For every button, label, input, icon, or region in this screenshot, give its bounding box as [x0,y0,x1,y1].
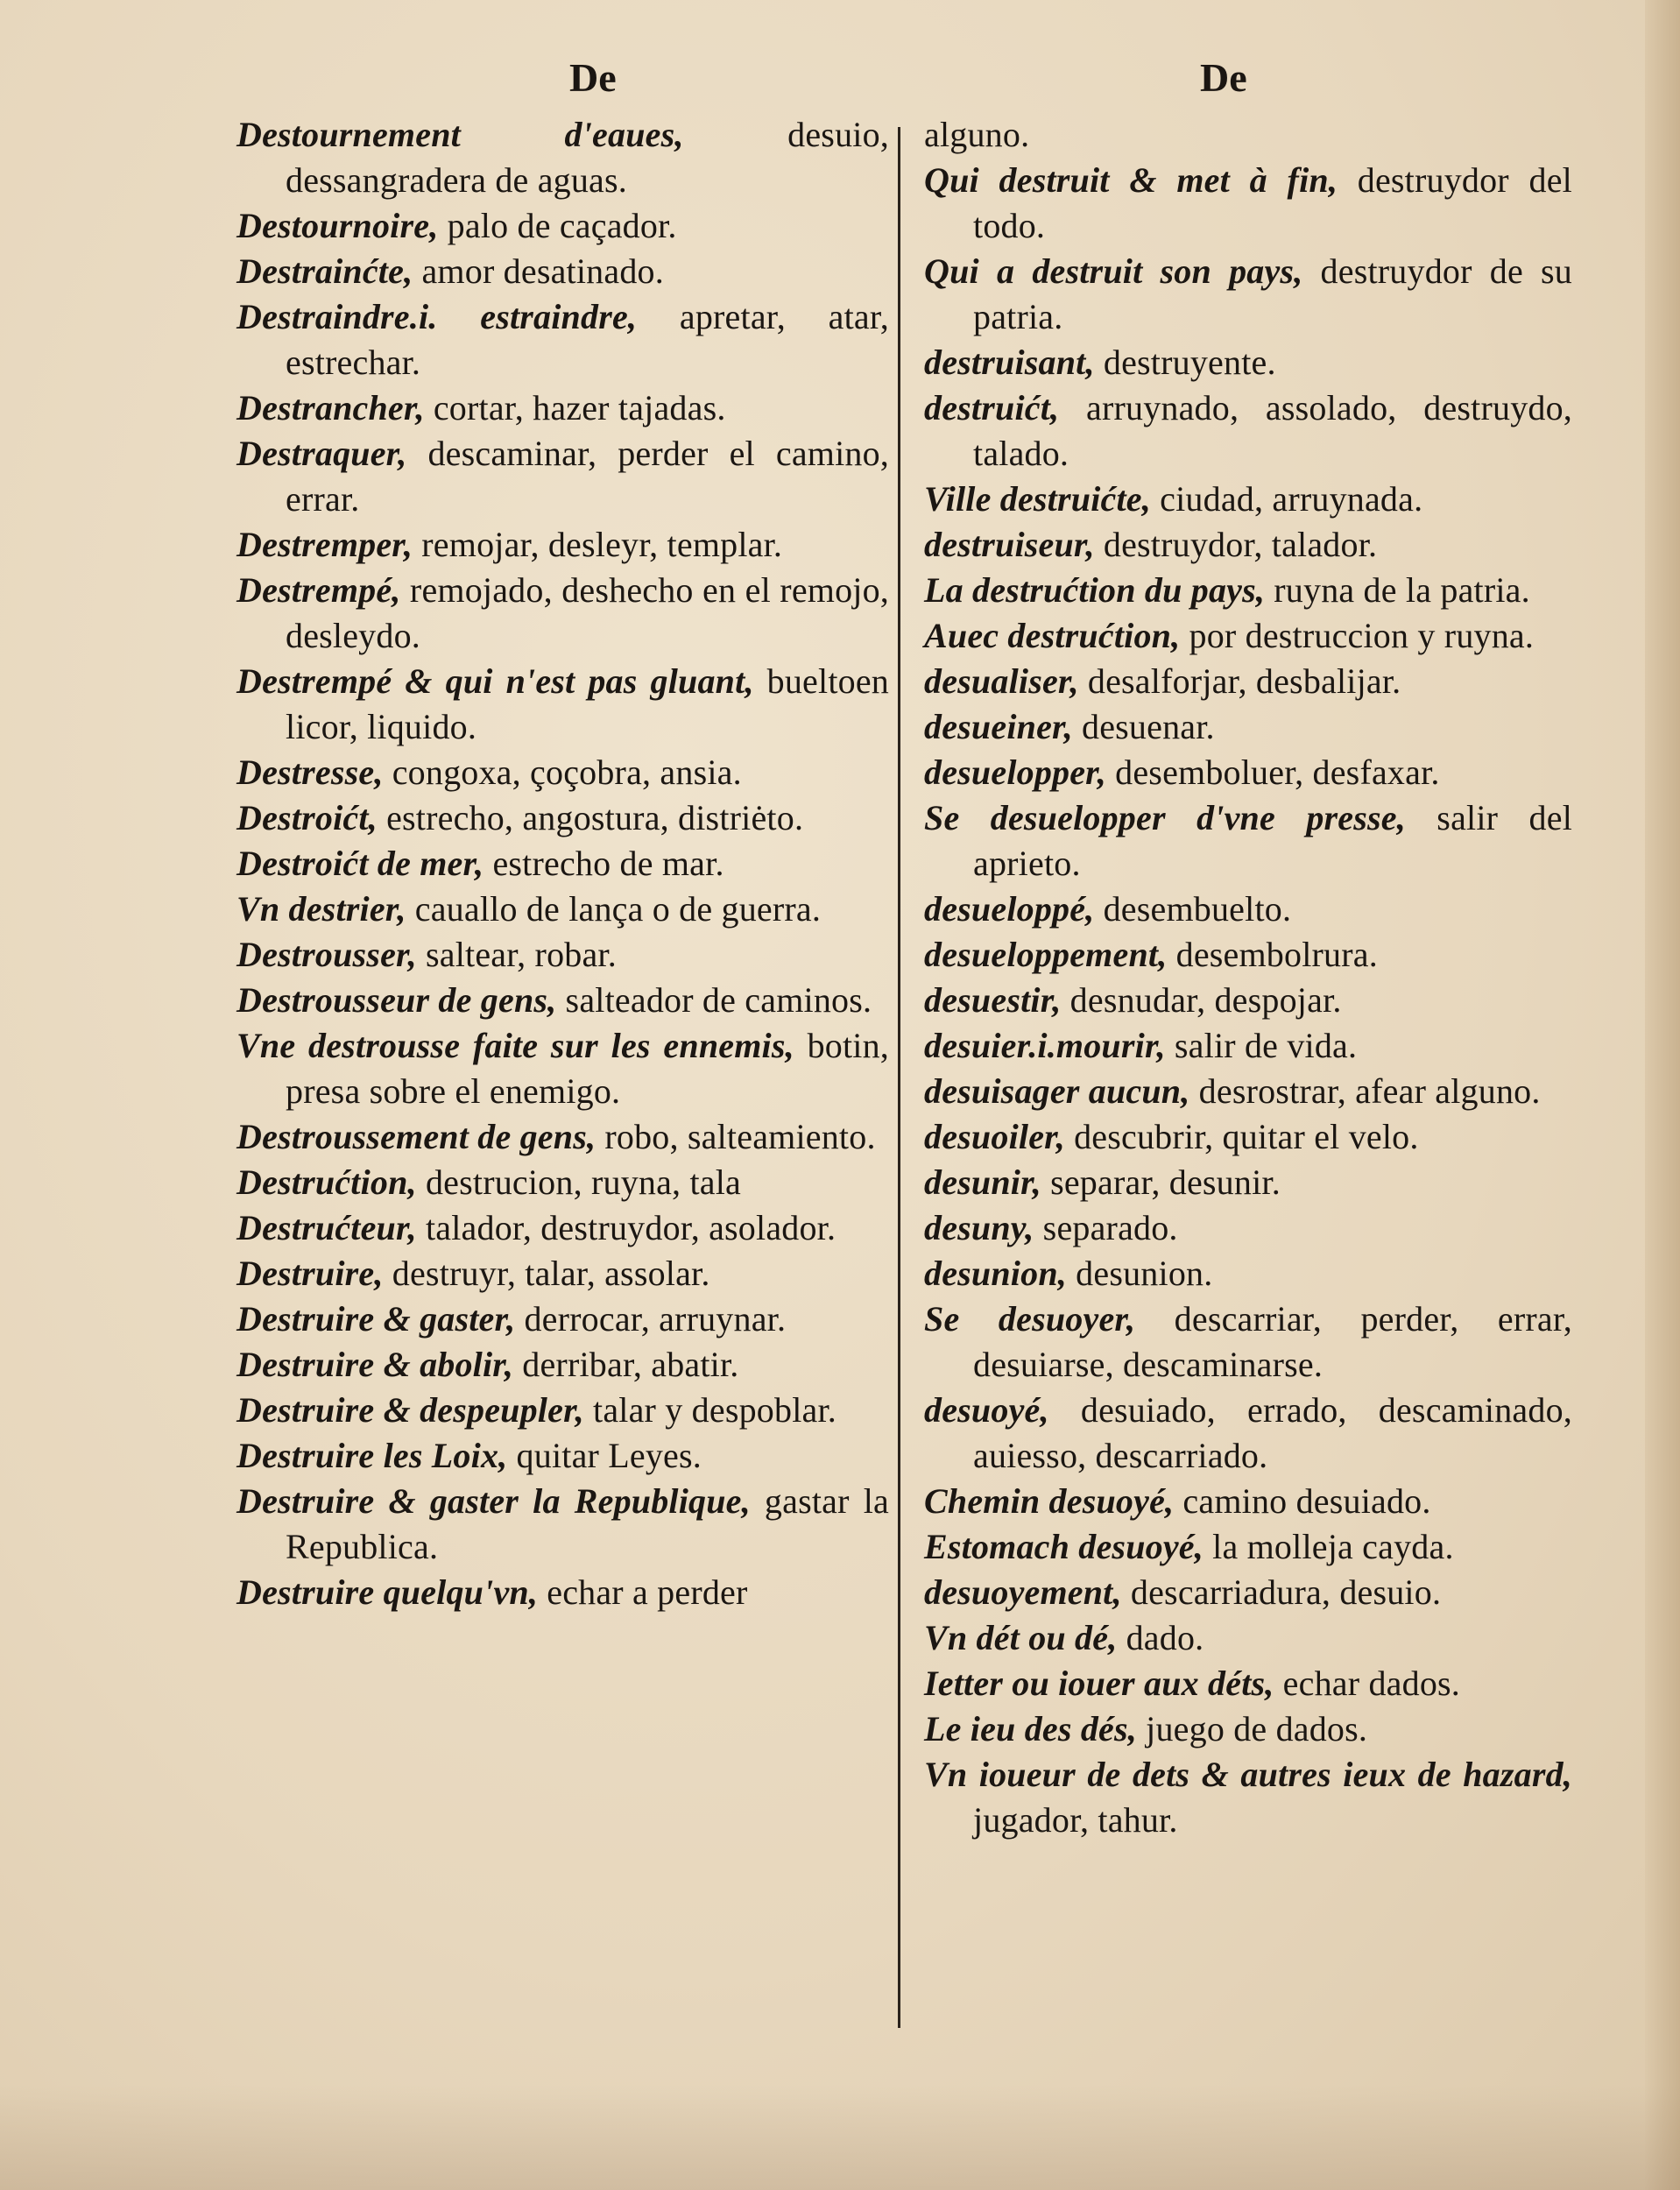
entry-translation: cortar, hazer tajadas. [424,388,726,427]
entry-translation: destruyr, talar, assolar. [383,1254,710,1293]
entry-headword: Se desuelopper d'vne presse, [924,798,1406,837]
dictionary-entry [924,1114,1572,1160]
entry-translation: robo, salteamiento. [596,1117,876,1156]
entry-headword: Destrempé, [236,570,401,610]
dictionary-entry [236,431,889,522]
dictionary-entry [924,340,1572,385]
entry-translation: destruyente. [1094,343,1276,382]
entry-translation: desuiado, errado, descaminado, auiesso, descarriado. [973,1390,1572,1475]
dictionary-entry [924,659,1572,704]
entry-headword: Vn dét ou dé, [924,1618,1118,1657]
entry-headword: destruiseur, [924,525,1095,564]
dictionary-entry [236,1570,889,1615]
entry-translation: destruydor, talador. [1094,525,1378,564]
entry-translation: desuio, dessangradera de aguas. [286,115,889,200]
entry-headword: Ville destruićte, [924,479,1151,519]
entry-translation: quitar Leyes. [507,1436,702,1475]
entry-headword: Destrancher, [236,388,425,427]
entry-headword: Destrousseur de gens, [236,980,557,1020]
entry-headword: Destremper, [236,525,413,564]
entry-headword: Destrainćte, [236,251,413,291]
dictionary-entry [236,1160,889,1205]
entry-translation: gastar la Republica. [286,1481,889,1566]
entry-headword: Destruire & despeupler, [236,1390,584,1430]
entry-translation: descubrir, quitar el velo. [1064,1117,1419,1156]
entry-translation: desalforjar, desbalijar. [1078,661,1401,701]
entry-headword: desuestir, [924,980,1062,1020]
entry-headword: Destournoire, [236,206,439,245]
column-divider [898,127,900,2028]
entry-translation: desunion. [1066,1254,1213,1293]
entry-headword: Destrućteur, [236,1208,417,1247]
entry-headword: Ietter ou iouer aux déts, [924,1664,1274,1703]
dictionary-entry [236,795,889,841]
entry-translation: separar, desunir. [1041,1162,1281,1202]
entry-headword: desuier.i.mourir, [924,1026,1166,1065]
entry-headword: Destruire les Loix, [236,1436,508,1475]
entry-headword: desualiser, [924,661,1079,701]
entry-translation: remojar, desleyr, templar. [413,525,783,564]
entry-translation: la molleja cayda. [1203,1527,1454,1566]
entry-translation: destrucion, ruyna, tala [416,1162,741,1202]
entry-headword: desuny, [924,1208,1034,1247]
running-head-left: De [569,55,617,100]
entry-headword: Destruire & gaster, [236,1299,516,1339]
entry-headword: Qui a destruit son pays, [924,251,1303,291]
entry-headword: Chemin desuoyé, [924,1481,1175,1521]
dictionary-entry [236,841,889,887]
dictionary-entry [924,1160,1572,1205]
entry-translation: bueltoen licor, liquido. [286,661,889,746]
dictionary-entry [924,1023,1572,1069]
entry-translation: saltear, robar. [416,935,617,974]
entry-headword: Destraindre.i. estraindre, [236,297,638,336]
entry-headword: Estomach desuoyé, [924,1527,1204,1566]
entry-translation: talador, destruydor, asolador. [416,1208,836,1247]
entry-headword: Destrousser, [236,935,417,974]
entry-headword: desunir, [924,1162,1041,1202]
entry-headword: Destournement d'eaues, [236,115,684,154]
entry-translation: dado. [1117,1618,1204,1657]
entry-translation: juego de dados. [1136,1709,1368,1748]
entry-translation: destruydor de su patria. [973,251,1573,336]
running-head-right: De [1200,55,1247,100]
entry-headword: Vne destrousse faite sur les ennemis, [236,1026,794,1065]
entry-translation: echar dados. [1274,1664,1460,1703]
entry-translation: apretar, atar, estrechar. [286,297,889,382]
dictionary-entry [924,1706,1572,1752]
dictionary-entry [236,1388,889,1433]
entry-translation: ruyna de la patria. [1265,570,1530,610]
entry-translation: palo de caçador. [438,206,677,245]
entry-translation: estrecho, angostura, distriėto. [377,798,804,837]
entry-headword: Destraquer, [236,434,407,473]
dictionary-entry [236,112,889,203]
entry-translation: salteador de caminos. [556,980,872,1020]
entry-headword: Destruire quelqu'vn, [236,1572,539,1612]
dictionary-entry [924,887,1572,932]
dictionary-entry [924,522,1572,568]
dictionary-entry [924,1570,1572,1615]
dictionary-entry [924,978,1572,1023]
entry-headword: desuelopper, [924,752,1106,792]
entry-headword: Le ieu des dés, [924,1709,1137,1748]
entry-translation: desembolrura. [1167,935,1378,974]
entry-headword: Auec destrućtion, [924,616,1181,655]
entry-headword: Destresse, [236,752,384,792]
entry-translation: separado. [1034,1208,1178,1247]
entry-headword: desunion, [924,1254,1067,1293]
dictionary-entry [924,1388,1572,1479]
entry-headword: Destroićt, [236,798,378,837]
entry-headword: Vn destrier, [236,889,406,929]
entry-headword: Destruire, [236,1254,384,1293]
dictionary-entry [924,112,1572,158]
entry-headword: Destrućtion, [236,1162,417,1202]
dictionary-entry [924,385,1572,477]
entry-translation: destruydor del todo. [973,160,1572,245]
entry-headword: desuisager aucun, [924,1071,1190,1111]
dictionary-entry [236,385,889,431]
dictionary-entry [924,568,1572,613]
dictionary-entry [236,1479,889,1570]
entry-translation: botin, presa sobre el enemigo. [286,1026,889,1111]
entry-translation: derrocar, arruynar. [515,1299,787,1339]
entry-translation: desuenar. [1072,707,1215,746]
entry-headword: desuoiler, [924,1117,1065,1156]
dictionary-entry [236,203,889,249]
entry-translation: amor desatinado. [413,251,664,291]
dictionary-entry [924,249,1572,340]
dictionary-entry [236,659,889,750]
left-column [236,112,889,1615]
entry-translation: camino desuiado. [1174,1481,1431,1521]
dictionary-entry [924,477,1572,522]
dictionary-entry [236,249,889,294]
dictionary-entry [924,1296,1572,1388]
dictionary-entry [236,750,889,795]
dictionary-entry [924,1069,1572,1114]
dictionary-entry [924,1524,1572,1570]
dictionary-entry [236,1023,889,1114]
entry-translation: estrecho de mar. [484,844,724,883]
dictionary-entry [236,978,889,1023]
entry-translation: arruynado, assolado, destruydo, talado. [973,388,1572,473]
entry-translation: remojado, deshecho en el remojo, desleydo. [286,570,889,655]
entry-translation: echar a perder [538,1572,748,1612]
dictionary-entry [924,932,1572,978]
entry-headword: Destroussement de gens, [236,1117,596,1156]
right-column [924,112,1572,1843]
dictionary-entry [924,1752,1572,1843]
dictionary-entry [236,294,889,385]
page-bottom-shadow [0,2085,1680,2190]
entry-headword: Destroićt de mer, [236,844,484,883]
entry-translation: desembuelto. [1094,889,1292,929]
entry-translation: jugador, tahur. [973,1800,1178,1840]
entry-headword: desuoyé, [924,1390,1049,1430]
entry-headword: Vn ioueur de dets & autres ieux de hazard, [924,1755,1572,1794]
entry-translation: salir de vida. [1165,1026,1358,1065]
entry-headword: Qui destruit & met à fin, [924,160,1338,200]
dictionary-entry [236,1296,889,1342]
dictionary-entry [236,1342,889,1388]
entry-translation: descarriadura, desuio. [1121,1572,1442,1612]
entry-headword: Destruire & abolir, [236,1345,514,1384]
dictionary-entry [924,158,1572,249]
entry-translation: desemboluer, desfaxar. [1105,752,1440,792]
dictionary-entry [236,1205,889,1251]
dictionary-entry [924,613,1572,659]
dictionary-entry [924,1615,1572,1661]
dictionary-entry [924,704,1572,750]
entry-translation: congoxa, çoçobra, ansia. [383,752,742,792]
entry-headword: desueiner, [924,707,1073,746]
dictionary-entry [924,1205,1572,1251]
entry-translation: desrostrar, afear alguno. [1189,1071,1541,1111]
dictionary-entry [236,1433,889,1479]
entry-headword: Se desuoyer, [924,1299,1136,1339]
dictionary-entry [236,1251,889,1296]
entry-translation: cauallo de lança o de guerra. [406,889,822,929]
entry-headword: desuoyement, [924,1572,1122,1612]
entry-translation: descaminar, perder el camino, errar. [286,434,889,519]
entry-translation: por destruccion y ruyna. [1180,616,1535,655]
entry-translation: ciudad, arruynada. [1150,479,1423,519]
entry-headword: Destruire & gaster la Republique, [236,1481,751,1521]
entry-translation: descarriar, perder, errar, desuiarse, descaminarse. [973,1299,1572,1384]
entry-translation: derribar, abatir. [513,1345,739,1384]
entry-translation: alguno. [924,115,1030,154]
entry-headword: destruisant, [924,343,1095,382]
dictionary-entry [236,522,889,568]
dictionary-entry [236,887,889,932]
entry-headword: destruićt, [924,388,1060,427]
entry-headword: La destrućtion du pays, [924,570,1266,610]
dictionary-entry [924,795,1572,887]
entry-headword: Destrempé & qui n'est pas gluant, [236,661,754,701]
dictionary-entry [236,568,889,659]
dictionary-entry [924,750,1572,795]
dictionary-entry [924,1479,1572,1524]
entry-headword: desueloppement, [924,935,1168,974]
dictionary-entry [924,1661,1572,1706]
entry-translation: desnudar, despojar. [1061,980,1342,1020]
entry-translation: talar y despoblar. [583,1390,836,1430]
dictionary-entry [236,1114,889,1160]
dictionary-entry [924,1251,1572,1296]
dictionary-entry [236,932,889,978]
page-edge [1645,0,1680,2190]
entry-translation: salir del aprieto. [973,798,1573,883]
entry-headword: desueloppé, [924,889,1095,929]
